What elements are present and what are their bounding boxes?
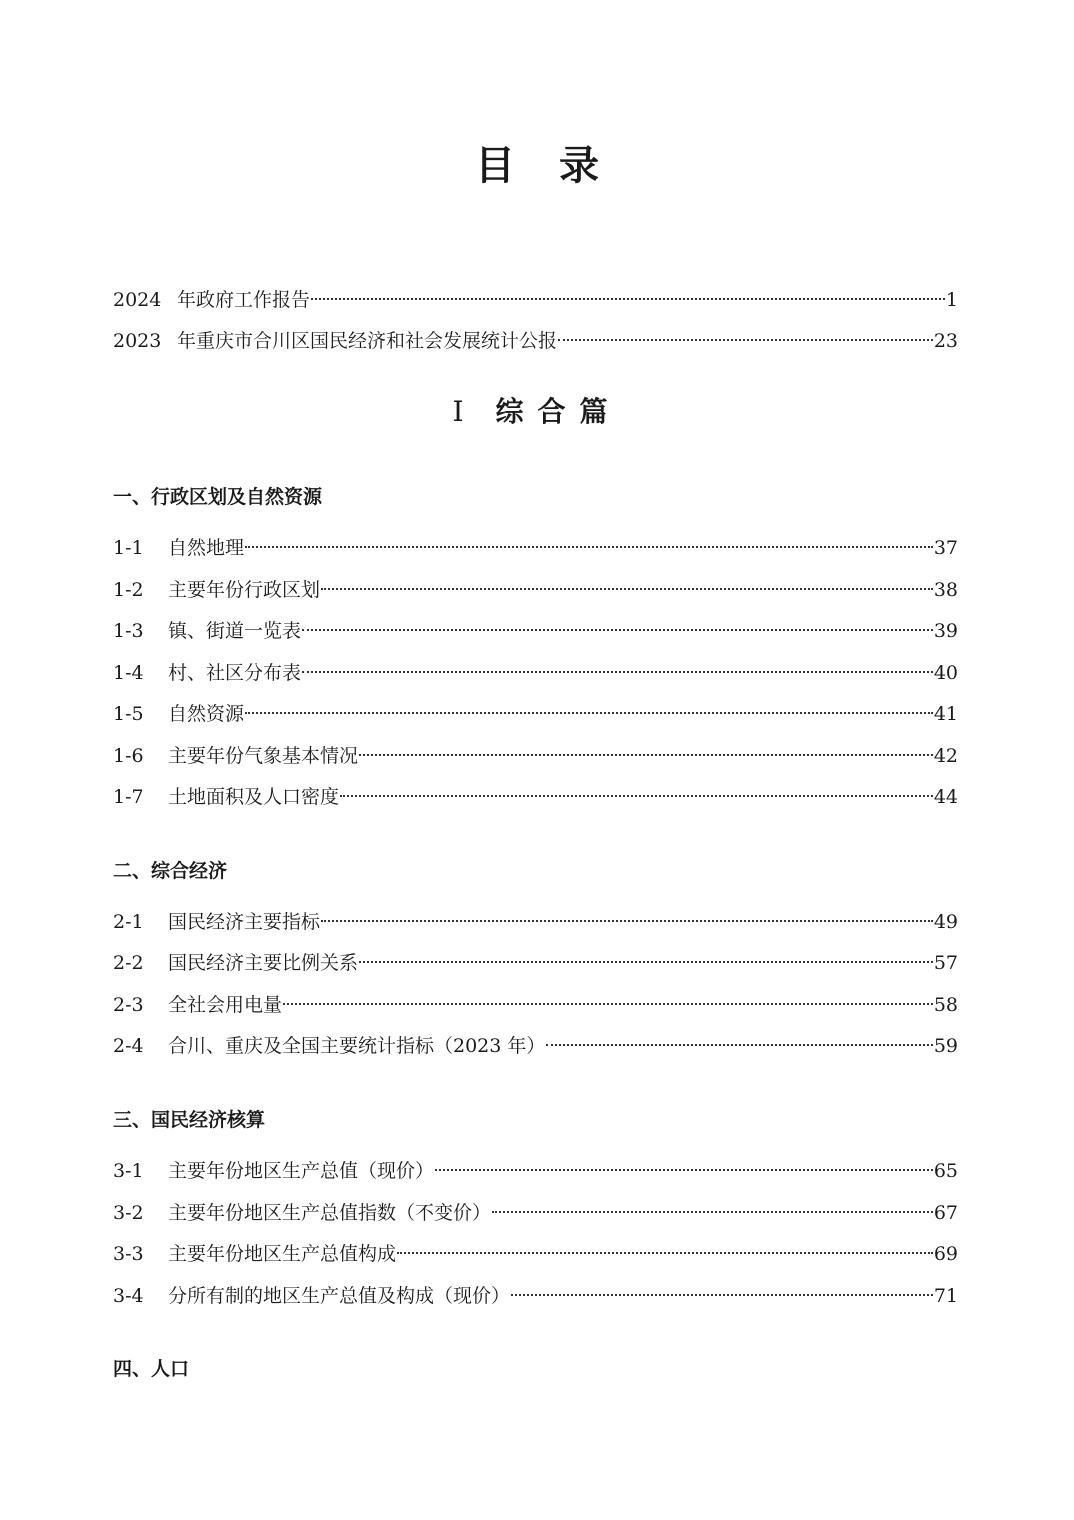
part-name: 综合篇 [495, 395, 622, 428]
entry-page: 71 [933, 1285, 958, 1307]
entry-label: 主要年份地区生产总值（现价） [168, 1160, 435, 1182]
entry-page: 38 [933, 579, 958, 601]
entry-page: 58 [933, 994, 958, 1016]
entry-page: 37 [933, 537, 958, 559]
part-roman-numeral: I [452, 395, 464, 428]
entry-number: 2023 [113, 330, 162, 352]
entry-number: 1-4 [113, 662, 144, 684]
dot-leader [245, 518, 933, 548]
dot-leader [245, 684, 933, 714]
entry-number: 3-1 [113, 1160, 144, 1182]
entry-number: 2-2 [113, 952, 144, 974]
section-heading-accounting: 三、国民经济核算 [113, 1109, 266, 1131]
section-heading-economy: 二、综合经济 [113, 860, 228, 882]
entry-page: 67 [933, 1202, 958, 1224]
entry-label: 年重庆市合川区国民经济和社会发展统计公报 [177, 330, 558, 352]
entry-page: 1 [945, 289, 958, 311]
entry-page: 65 [933, 1160, 958, 1182]
entry-label: 村、社区分布表 [168, 662, 302, 684]
entry-label: 自然地理 [168, 537, 245, 559]
part-title [0, 392, 1074, 432]
entry-number: 1-6 [113, 745, 144, 767]
entry-page: 44 [933, 786, 958, 808]
section-heading-population: 四、人口 [113, 1358, 190, 1380]
toc-entry[interactable] [113, 649, 958, 684]
entry-label: 合川、重庆及全国主要统计指标（2023 年） [168, 1035, 546, 1057]
entry-number: 2024 [113, 289, 162, 311]
entry-number: 1-7 [113, 786, 144, 808]
entry-number: 1-3 [113, 620, 144, 642]
dot-leader [302, 643, 933, 673]
dot-leader [311, 270, 945, 300]
entry-number: 1-1 [113, 537, 144, 559]
toc-entry[interactable] [113, 1147, 958, 1182]
toc-entry[interactable] [113, 607, 958, 642]
entry-label: 主要年份地区生产总值构成 [168, 1243, 397, 1265]
entry-label: 自然资源 [168, 703, 245, 725]
dot-leader [511, 1266, 933, 1296]
entry-page: 59 [933, 1035, 958, 1057]
entry-page: 40 [933, 662, 958, 684]
entry-number: 1-5 [113, 703, 144, 725]
toc-entry[interactable] [113, 773, 958, 808]
dot-leader [359, 726, 933, 756]
entry-number: 2-1 [113, 911, 144, 933]
toc-entry[interactable] [113, 981, 958, 1016]
entry-page: 49 [933, 911, 958, 933]
entry-number: 3-3 [113, 1243, 144, 1265]
entry-label: 主要年份气象基本情况 [168, 745, 359, 767]
entry-label: 主要年份地区生产总值指数（不变价） [168, 1202, 492, 1224]
entry-number: 3-4 [113, 1285, 144, 1307]
dot-leader [546, 1016, 932, 1046]
dot-leader [321, 892, 933, 922]
dot-leader [435, 1141, 933, 1171]
entry-page: 23 [933, 330, 958, 352]
entry-page: 42 [933, 745, 958, 767]
toc-entry[interactable] [113, 690, 958, 725]
entry-label: 年政府工作报告 [177, 289, 311, 311]
toc-entry[interactable] [113, 566, 958, 601]
dot-leader [302, 601, 933, 631]
entry-number: 2-3 [113, 994, 144, 1016]
page-title: 目录 [475, 143, 643, 189]
entry-number: 2-4 [113, 1035, 144, 1057]
entry-label: 土地面积及人口密度 [168, 786, 340, 808]
toc-entry-statistical-bulletin[interactable] [113, 317, 958, 352]
entry-label: 全社会用电量 [168, 994, 283, 1016]
toc-entry[interactable] [113, 1189, 958, 1224]
dot-leader [558, 311, 933, 341]
entry-number: 1-2 [113, 579, 144, 601]
entry-label: 分所有制的地区生产总值及构成（现价） [168, 1285, 511, 1307]
entry-page: 41 [933, 703, 958, 725]
toc-entry[interactable] [113, 1230, 958, 1265]
toc-entry[interactable] [113, 898, 958, 933]
dot-leader [359, 933, 933, 963]
entry-page: 57 [933, 952, 958, 974]
dot-leader [340, 767, 933, 797]
entry-label: 镇、街道一览表 [168, 620, 302, 642]
entry-label: 国民经济主要指标 [168, 911, 321, 933]
section-heading-admin-resources: 一、行政区划及自然资源 [113, 486, 323, 508]
toc-entry[interactable] [113, 939, 958, 974]
dot-leader [283, 975, 933, 1005]
entry-page: 39 [933, 620, 958, 642]
entry-page: 69 [933, 1243, 958, 1265]
entry-number: 3-2 [113, 1202, 144, 1224]
dot-leader [321, 560, 933, 590]
toc-entry[interactable] [113, 524, 958, 559]
dot-leader [492, 1183, 933, 1213]
dot-leader [397, 1224, 933, 1254]
toc-entry[interactable] [113, 732, 958, 767]
entry-label: 主要年份行政区划 [168, 579, 321, 601]
entry-label: 国民经济主要比例关系 [168, 952, 359, 974]
toc-entry-work-report[interactable] [113, 276, 958, 311]
toc-entry[interactable] [113, 1022, 958, 1057]
toc-entry[interactable] [113, 1272, 958, 1307]
